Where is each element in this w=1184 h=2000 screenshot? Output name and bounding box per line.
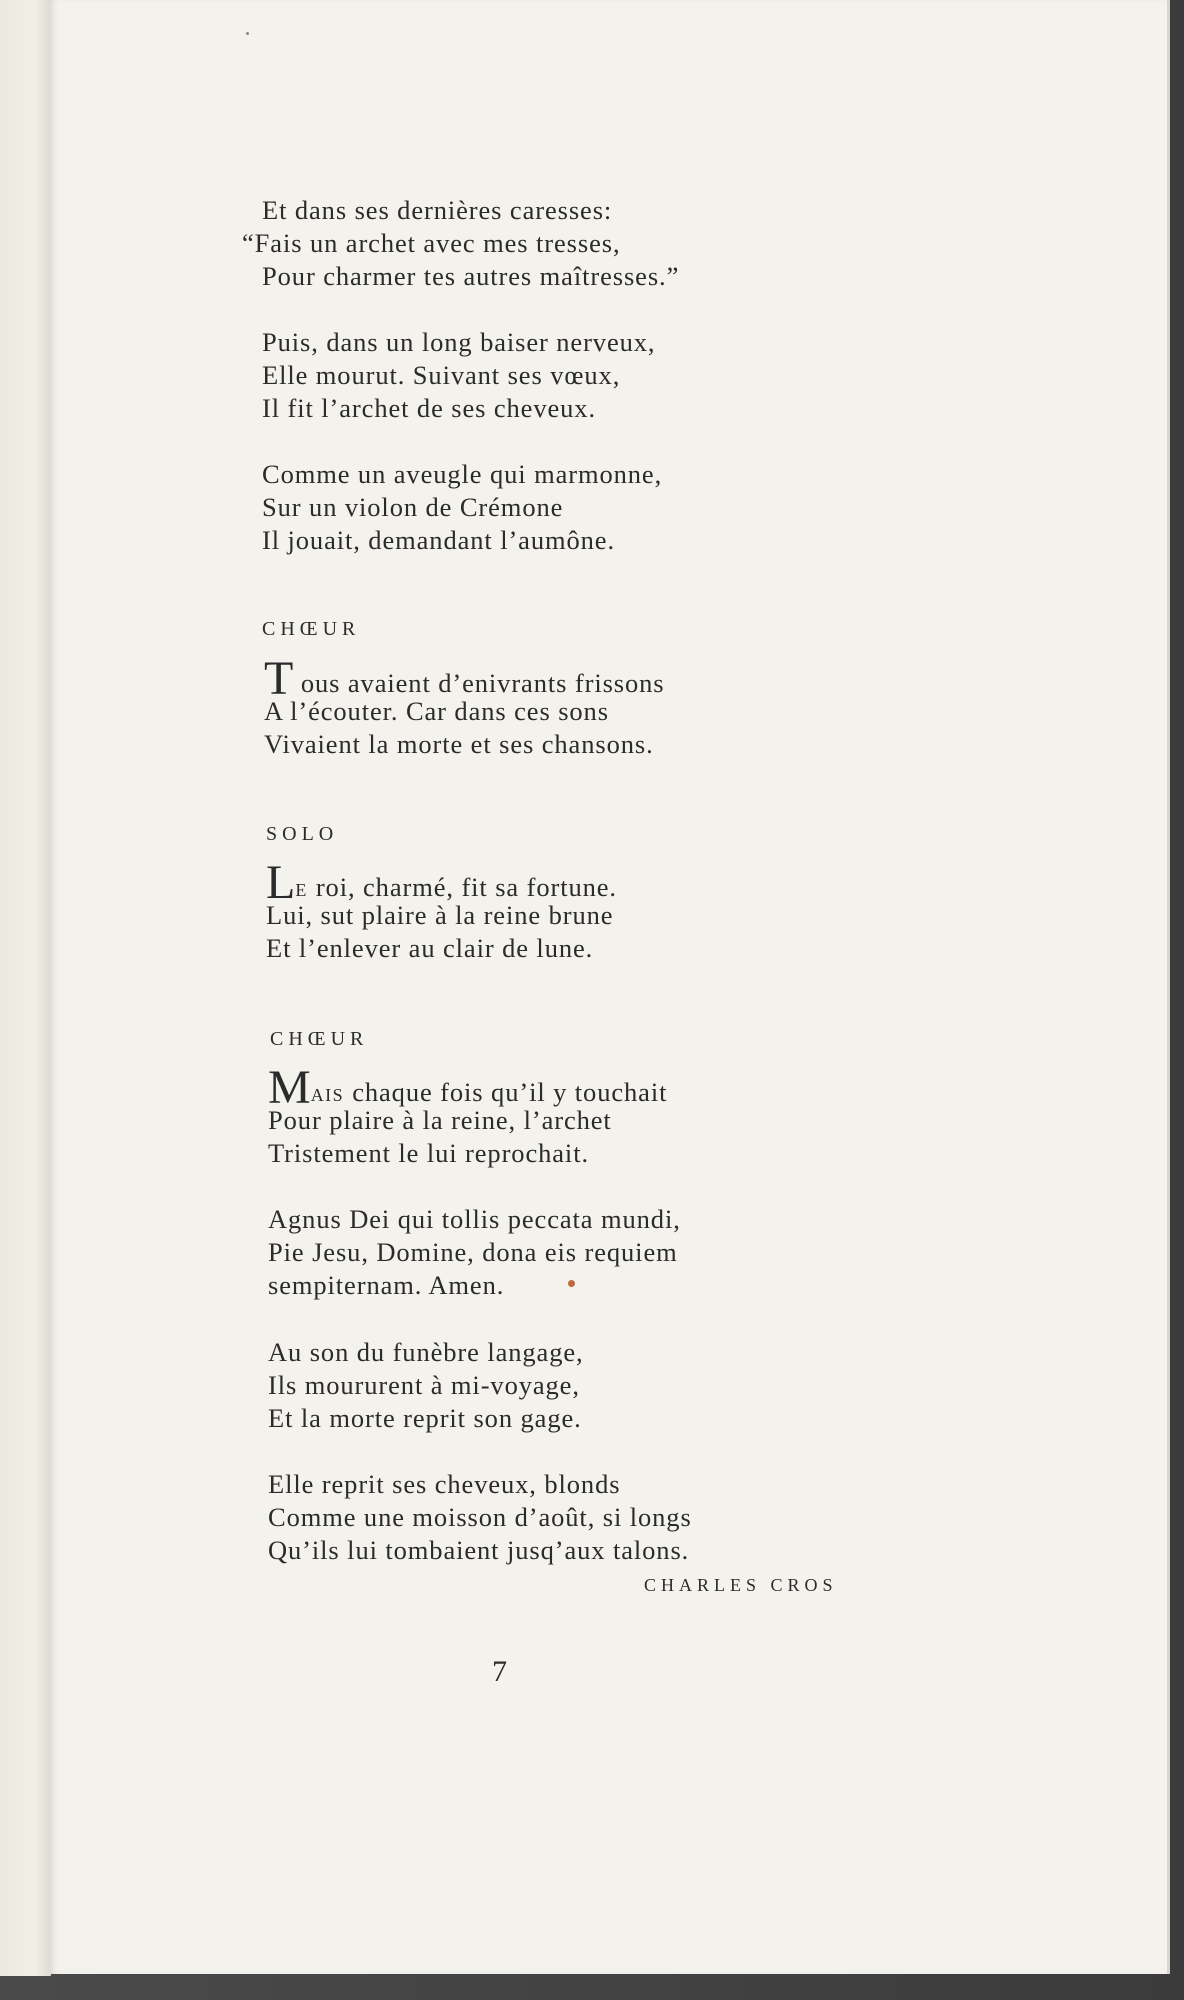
poem-stanza xyxy=(268,1061,668,1170)
poem-line: Elle mourut. Suivant ses vœux, xyxy=(262,360,621,390)
poem-line: Puis, dans un long baiser nerveux, xyxy=(262,327,656,357)
poem-line: A l’écouter. Car dans ces sons xyxy=(264,696,609,726)
facing-page-edge xyxy=(0,0,51,1976)
poem-stanza xyxy=(266,856,617,965)
poem-line: Ils moururent à mi-voyage, xyxy=(268,1370,580,1400)
section-heading: SOLO xyxy=(266,823,339,845)
poem-line: Tristement le lui reprochait. xyxy=(268,1138,589,1168)
poem-line: Il fit l’archet de ses cheveux. xyxy=(262,393,596,423)
drop-cap: M xyxy=(268,1061,311,1114)
poem-stanza xyxy=(262,458,662,557)
poem-line: Pour charmer tes autres maîtresses.” xyxy=(262,261,680,291)
poem-line: Au son du funèbre langage, xyxy=(268,1337,584,1367)
poem-line-rest: ous avaient d’enivrants frissons xyxy=(300,668,665,698)
poem-line: Lui, sut plaire à la reine brune xyxy=(266,900,614,930)
page-number: 7 xyxy=(492,1655,507,1688)
poem-stanza xyxy=(268,1336,584,1435)
poem-line: Pour plaire à la reine, l’archet xyxy=(268,1105,612,1135)
poem-line: Et dans ses dernières caresses: xyxy=(262,195,613,225)
poem-line: sempiternam. Amen. xyxy=(268,1270,505,1300)
poem-line: Et la morte reprit son gage. xyxy=(268,1403,582,1433)
poem-line: “Fais un archet avec mes tresses, xyxy=(242,228,621,258)
poem-line: Et l’enlever au clair de lune. xyxy=(266,933,594,963)
poem-stanza xyxy=(264,652,665,761)
small-caps: AIS xyxy=(310,1085,345,1105)
poem-line: Pie Jesu, Domine, dona eis requiem xyxy=(268,1237,678,1267)
poem-line: Comme un aveugle qui marmonne, xyxy=(262,459,663,489)
poem-line: Comme une moisson d’août, si longs xyxy=(268,1502,692,1532)
poem-stanza xyxy=(268,1468,692,1567)
book-page xyxy=(50,0,1170,1974)
drop-cap: L xyxy=(266,856,296,909)
poem-line: Il jouait, demandant l’aumône. xyxy=(262,525,615,555)
small-caps: E xyxy=(295,880,308,900)
paper-mark xyxy=(246,32,249,35)
poem-line-first xyxy=(264,652,665,705)
poem-line: Sur un violon de Crémone xyxy=(262,492,564,522)
poem-line: Vivaient la morte et ses chansons. xyxy=(264,729,654,759)
poem-line-first xyxy=(268,1061,668,1114)
ink-speck xyxy=(568,1280,575,1287)
section-heading: CHŒUR xyxy=(270,1028,369,1050)
section-heading: CHŒUR xyxy=(262,618,361,640)
poem-line: Elle reprit ses cheveux, blonds xyxy=(268,1469,621,1499)
poem-line: Agnus Dei qui tollis peccata mundi, xyxy=(268,1204,681,1234)
poem-line-rest: chaque fois qu’il y touchait xyxy=(352,1077,668,1107)
poem-line-first xyxy=(266,856,617,909)
poem-stanza xyxy=(268,1203,681,1302)
poem-stanza xyxy=(242,194,680,293)
poem-stanza xyxy=(262,326,655,425)
poem-line-rest: roi, charmé, fit sa fortune. xyxy=(315,872,617,902)
drop-cap: T xyxy=(264,652,294,705)
poem-line: Qu’ils lui tombaient jusq’aux talons. xyxy=(268,1535,690,1565)
author-signature: CHARLES CROS xyxy=(644,1575,838,1595)
